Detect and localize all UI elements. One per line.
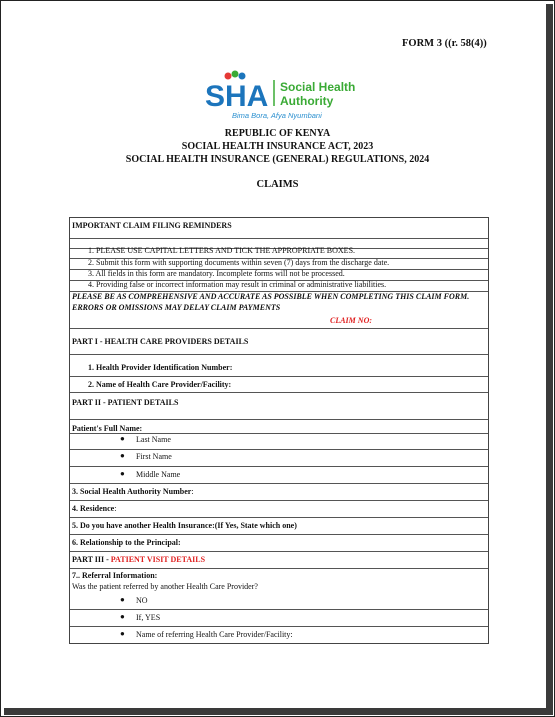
first-name-field[interactable]: First Name xyxy=(136,452,172,461)
claim-form-table xyxy=(69,217,489,644)
residence-label: 4. Residence xyxy=(72,504,115,513)
header-line-2: SOCIAL HEALTH INSURANCE ACT, 2023 xyxy=(181,141,374,152)
reminder-note-1: PLEASE BE AS COMPREHENSIVE AND ACCURATE AS POSSIBLE WHEN COMPLETING THIS CLAIM FORM. xyxy=(72,292,470,301)
referral-yes-option[interactable]: If, YES xyxy=(136,613,161,622)
logo-line1: Social Health xyxy=(280,80,356,94)
last-name-field[interactable]: Last Name xyxy=(136,435,171,444)
divider xyxy=(70,376,488,377)
divider xyxy=(70,328,488,329)
logo-tagline: Bima Bora, Afya Nyumbani xyxy=(232,111,322,120)
part2-heading: PART II - PATIENT DETAILS xyxy=(72,398,179,407)
divider xyxy=(70,419,488,420)
reminders-heading: IMPORTANT CLAIM FILING REMINDERS xyxy=(72,221,232,230)
bullet-icon: ● xyxy=(120,469,125,478)
claim-no-label: CLAIM NO: xyxy=(330,316,373,325)
reminder-1: 1. PLEASE USE CAPITAL LETTERS AND TICK THE APPROPRIATE BOXES. xyxy=(88,246,356,255)
bullet-icon: ● xyxy=(120,451,125,460)
divider xyxy=(70,517,488,518)
sha-number-colon: : xyxy=(191,487,194,496)
divider xyxy=(70,551,488,552)
residence-field[interactable] xyxy=(72,504,116,513)
bullet-icon: ● xyxy=(120,434,125,443)
divider xyxy=(70,609,488,610)
referring-provider-field[interactable]: Name of referring Health Care Provider/Facility: xyxy=(136,630,293,639)
header-line-3: SOCIAL HEALTH INSURANCE (GENERAL) REGULATIONS, 2024 xyxy=(125,154,430,165)
reminder-note-2: ERRORS OR OMISSIONS MAY DELAY CLAIM PAYMENTS xyxy=(72,303,281,312)
divider xyxy=(70,466,488,467)
middle-name-field[interactable]: Middle Name xyxy=(136,470,181,479)
reminder-4: 4. Providing false or incorrect information may result in criminal or administrative liabilities. xyxy=(88,280,387,289)
divider xyxy=(70,433,488,434)
form-number: FORM 3 ((r. 58(4)) xyxy=(402,38,487,49)
divider xyxy=(70,238,488,239)
bullet-icon: ● xyxy=(120,612,125,621)
divider xyxy=(70,483,488,484)
sha-number-field[interactable] xyxy=(72,487,194,496)
form-title: CLAIMS xyxy=(256,179,299,190)
logo-line2: Authority xyxy=(280,94,334,108)
divider xyxy=(70,534,488,535)
reminder-3: 3. All fields in this form are mandatory. Incomplete forms will not be processed. xyxy=(88,269,345,278)
sha-number-label: 3. Social Health Authority Number xyxy=(72,487,192,496)
logo-dot-blue xyxy=(239,73,246,80)
divider xyxy=(70,392,488,393)
provider-name-field[interactable]: 2. Name of Health Care Provider/Facility: xyxy=(88,380,232,389)
divider xyxy=(70,568,488,569)
referral-info-label: 7.. Referral Information: xyxy=(72,571,158,580)
logo-dot-red xyxy=(225,73,232,80)
page-shadow xyxy=(4,708,553,715)
full-name-label: Patient's Full Name: xyxy=(72,424,143,433)
divider xyxy=(70,354,488,355)
page-shadow xyxy=(546,4,553,715)
referral-no-option[interactable]: NO xyxy=(136,596,148,605)
logo-dot-green xyxy=(232,71,239,78)
part1-heading: PART I - HEALTH CARE PROVIDERS DETAILS xyxy=(72,337,249,346)
bullet-icon: ● xyxy=(120,629,125,638)
provider-id-field[interactable]: 1. Health Provider Identification Number: xyxy=(88,363,233,372)
relationship-field[interactable]: 6. Relationship to the Principal: xyxy=(72,538,181,547)
part3-heading xyxy=(72,555,205,564)
bullet-icon: ● xyxy=(120,595,125,604)
part3-heading-prefix: PART III - xyxy=(72,555,111,564)
reminder-2: 2. Submit this form with supporting documents within seven (7) days from the discharge date. xyxy=(88,258,390,267)
divider xyxy=(70,626,488,627)
other-insurance-field[interactable]: 5. Do you have another Health Insurance:(If Yes, State which one) xyxy=(72,521,297,530)
logo-mark: SHA xyxy=(205,80,269,113)
referral-question: Was the patient referred by another Health Care Provider? xyxy=(72,582,258,591)
residence-colon: : xyxy=(114,504,117,513)
divider xyxy=(70,449,488,450)
part3-heading-title: PATIENT VISIT DETAILS xyxy=(110,555,206,564)
header-line-1: REPUBLIC OF KENYA xyxy=(224,128,331,139)
divider xyxy=(70,500,488,501)
